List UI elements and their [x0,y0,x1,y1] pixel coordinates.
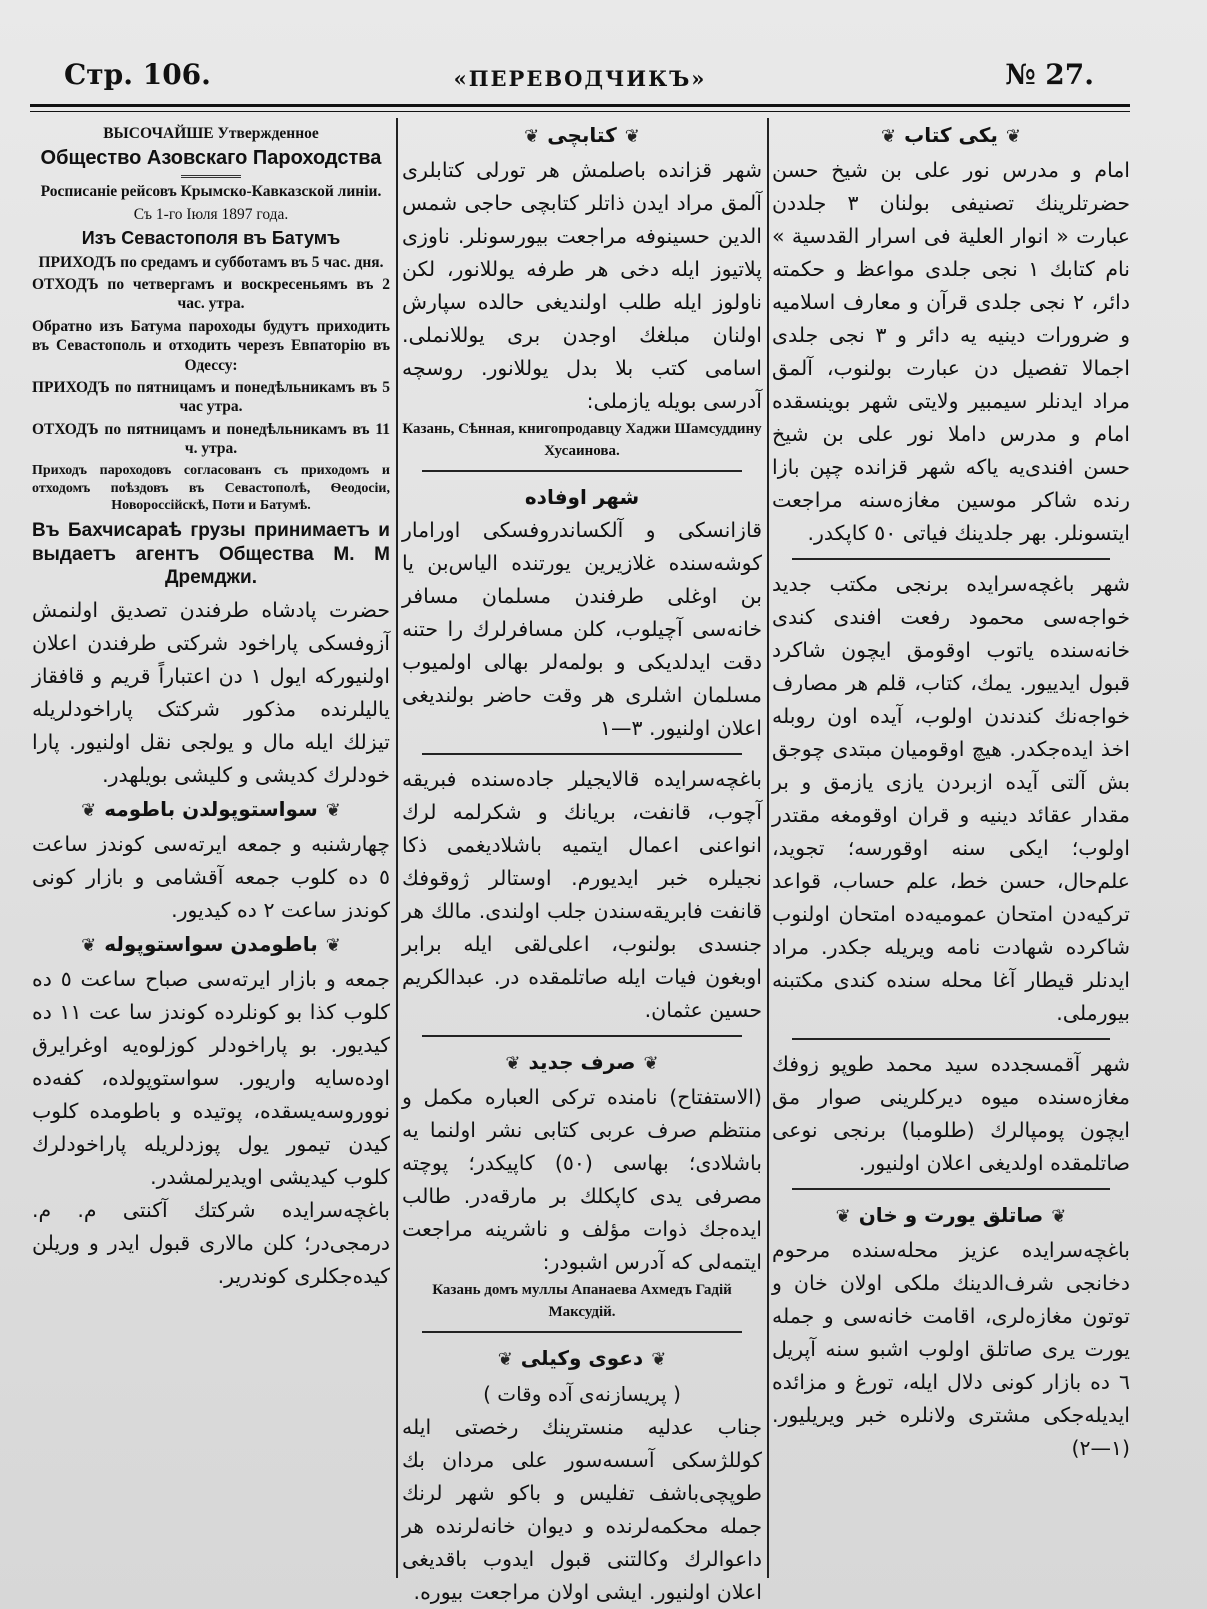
ornament-icon: ❦ [651,1349,667,1370]
agent-text: باغچه‌سرایده شرکتك آکنتی م. م. درمجی‌در؛ کلن مالاری قبول ایدر و وریلن کیده‌جکلری کوندریر. [32,1198,390,1289]
new-book-text: امام و مدرس نور علی بن شیخ حسن حضرتلرینك تصنیفی بولنان ۳ جلددن عبارت « انوار العلیة فی اسرار القدسیة » نام کتابك ۱ نجی جلدی مواعظ و حکمته دائر، ۲ نجی جلدی قرآن و معارف اسلامیه و ضرورات دینیه یه دائر و ۳ نجی جلدی اجمالا تفصیل دن عبارت بولنوب، آلمق مراد ایدنلر سیمبیر ولایتی شهر بوینسقده امام و مدرس داملا نور علی بن شیخ حسن افندی‌یه یاکه شهر قزانده چپن بازا رنده شاکر موسین مغازه‌سنه مراجعت ایتسونلر. بهر جلدینك فیاتی ٥٠ کاپکدر. [772,158,1130,545]
steamship-schedule-ad [32,124,390,590]
bookseller-text: شهر قزانده باصلمش هر تورلی کتابلری آلمق مراد ایدن ذاتلر کتابچی حاجی شمس الدین حسینوفه مراجعت بیورسونلر. ناوزی پلاتیوز ایله دخی هر طرفه یوللانور، لکن ناولوز ایله طلب اولندیغی حالده سپارش اولنان مبلغك اوجدن بری یوللانملی. اسامی کتب بلا بدل یوللانور. روسچه آدرسی بویله یازملی: [402,158,762,413]
grammar-text: (الاستفتاح) نامنده ترکی العباره مکمل و منتظم صرف عربی کتابی نشر اولنما یه باشلادی؛ بهاسی (٥٠) کاپیکدر؛ پوچته مصرفی یدی کاپکلك بر مارقه‌در. طالب ایده‌جك ذوات مؤلف و ناشرینه مراجعت ایتمه‌لی که آدرس اشبودر: [402,1085,762,1274]
section-divider [422,1331,742,1333]
column-right [772,118,1130,1578]
ornament-icon: ❦ [624,126,640,147]
ufa-text: قازانسکی و آلکساندروفسکی اورامار کوشه‌سنده غلازیرین یورتنده الیاس‌بن یا بن اوغلی طرفندن مسلمان مسافر خانه‌سی آچیلوب، کلن مسافرلرك را حتنه دقت ایدلدیکی و بولمه‌لر بهالی اولمیوب مسلمان اشلری هر وقت حاضر بولندیغی اعلان اولنیور. ۳—۱ [402,518,762,740]
property-sale-text: باغچه‌سرایده عزیز محله‌سنده مرحوم دخانجی شرف‌الدینك ملکی اولان خان و توتون مغازه‌لری، اقامت خانه‌سی و جمله یورت یری صاتلق اولوب اشبو سنه آپریل ٦ ده بازار کونی دلال ایله، تورغ و مزائده ایدیله‌جکی مشتری ولانلره خبر ویریلیور. (۱—۲) [772,1238,1130,1460]
grammar-address: Казань домъ муллы Апанаева Ахмедъ Гадій Максудій. [432,1282,732,1320]
newspaper-title: «ПЕРЕВОДЧИКЪ» [453,66,707,91]
page-header [30,58,1130,102]
section-heading-batumi-sevastopol: ❦باطومدن سواستوپوله❦ [32,927,390,963]
ad-return: Обратно изъ Батума пароходы будутъ приходить въ Севастополь и отходить черезъ Евпаторію въ Одессу: [32,317,390,374]
section-heading-lawyer: ❦دعوی وکیلی❦ [402,1341,762,1377]
section-divider [422,1035,742,1037]
ornament-icon: ❦ [325,935,341,957]
column-divider-1 [396,118,398,1578]
ornament-icon: ❦ [524,126,540,147]
ornament-icon: ❦ [1051,1206,1067,1227]
ad-departure: ОТХОДЪ по четвергамъ и воскресеньямъ въ 2 час. утра. [32,276,390,313]
ad-return-arrival: ПРИХОДЪ по пятницамъ и понедѣльникамъ въ 5 час утра. [32,378,390,416]
page-number: Стр. 106. [64,58,211,91]
ornament-icon: ❦ [81,800,97,822]
section-divider [422,470,742,472]
section-divider [792,1188,1110,1190]
section-heading-sevastopol-batumi: ❦سواستوپولدن باطومه❦ [32,792,390,828]
pump-text: شهر آقمسجدده سید محمد طوپو زوفك مغازه‌سنده میوه دیرکلرینی صوار مق ایچون پومپالرك (طلومبا) برنجی نوعی صاتلمقده اولدیغی اعلان اولنیور. [772,1052,1130,1175]
ornament-icon: ❦ [81,935,97,957]
ad-schedule-title: Росписаніе рейсовъ Крымско-Кавказской линіи. [40,183,382,201]
ad-date: Съ 1-го Іюля 1897 года. [133,205,289,223]
ad-route: Изъ Севастополя въ Батумъ [81,228,341,249]
ad-company-name: Общество Азовскаго Пароходства [40,147,382,170]
schedule-text-2: جمعه و بازار ایرته‌سی صباح ساعت ٥ ده کلوب کذا بو کونلرده کوندز سا عت ۱۱ ده کیدیور. بو پاراخودلر کوزلوه‌یه اوغرایرق اوده‌سایه واریور. سواستوپولده، کفه‌ده نووروسه‌یسقده، پوتیده و باطومده کلوب کیدن تیمور یول پوزدلریله پاراخودلرك کلوب کیدیشی اویدیرلمشدر. [32,967,390,1190]
ornament-icon: ❦ [1005,126,1021,147]
ad-intro-arabic: حضرت پادشاه طرفندن تصدیق اولنمش آزوفسکی پاراخود شرکتی طرفندن اعلان اولنیورکه ایول ۱ دن اعتباراً قریم و قافقاز یالیلرنده مذکور شرکتک پاراخودلریله تیزلك ایله مال و یولجی نقل اولنیور. پارا خودلرك کدیشی و کلیشی بویلهدر. [32,598,390,788]
bookseller-address: Казань, Сѣнная, книгопродавцу Хаджи Шамсуддину Хусаинова. [402,421,762,459]
header-rule-thin [30,111,1130,112]
ad-agent: Въ Бахчисараѣ грузы принимаетъ и выдаетъ агентъ Общества М. М Дремджи. [32,519,390,589]
section-divider [422,753,742,755]
ornament-icon: ❦ [835,1206,851,1227]
section-heading-grammar: ❦صرف جدید❦ [402,1045,762,1081]
lawyer-subheading: ( پریسازنه‌ی آده وقات ) [483,1382,681,1406]
column-divider-2 [767,118,769,1578]
lawyer-text: جناب عدلیه منسترینك رخصتی ایله کوللژسکی آسسه‌سور علی مردان بك طوپچی‌باشف تفلیس و باکو شهر لرنك جمله محکمه‌لرنده و دیوان خانه‌لرنده هر داعوالرك وکالتنی قبول ایدوب باقدیغی اعلان اولنیور. ایشی اولان مراجعت بیوره. [402,1415,762,1604]
ad-trains-note: Приходъ пароходовъ согласованъ съ приходомъ и отходомъ поѣздовъ въ Севастополѣ, Ѳеодосіи, Новороссійскѣ, Поти и Батумѣ. [32,463,390,514]
ornament-icon: ❦ [325,800,341,822]
candy-factory-text: باغچه‌سرایده قالایجیلر جاده‌سنده فبریقه آچوب، قانفت، بریانك و شکرلمه لرك انواعنی اعمال ایتمیه باشلادیغمی ذکا نجیلره خبر ایدیورم. اوستالر ژوقوفك قانفت فابریقه‌سندن جلب اولندی. مالك هر جنسدی بولنوب، اعلی‌لقی ایله برابر اوبغون فیات ایله صاتلمقده در. عبدالکریم حسین عثمان. [402,767,762,1022]
issue-number: № 27. [1005,58,1094,91]
section-heading-new-book: ❦یکی کتاب❦ [772,118,1130,154]
ad-divider [181,175,241,178]
school-text: شهر باغچه‌سرایده برنجی مکتب جدید خواجه‌سی محمود رفعت افندی کندی خانه‌سنده یاتوب اوقومق ایچون شاکرد قبول ایدییور. یمك، کتاب، قلم هر مصارف خواجه‌نك کندندن اولوب، آیده اون روبله اخذ ایده‌جکدر. هیچ اوقومیان مبتدی چوجق بش آلتی آیده ازبردن یازی یازمق و بر مقدار عقائد دینیه و قران اوقومغه مقتدر اولوب؛ ایکی سنه اوقورسه؛ تجوید، علم‌حال، حسن خط، علم حساب، قواعد ترکیه‌دن امتحان عمومیه‌ده امتحان اولنوب شاکرده شهادت نامه ویریله جکدر. مراد ایدنلر قیطار آغا محله سنده کندی مکتبنه بیورملی. [772,572,1130,1025]
ornament-icon: ❦ [643,1053,659,1074]
column-middle [402,118,762,1604]
section-divider [792,1038,1110,1040]
ad-arrival: ПРИХОДЪ по средамъ и субботамъ въ 5 час. дня. [38,253,384,271]
ad-approved-line: ВЫСОЧАЙШЕ Утвержденное [103,125,319,142]
schedule-text-1: چهارشنبه و جمعه ایرته‌سی کوندز ساعت ٥ ده کلوب جمعه آقشامی و بازار کونی کوندز ساعت ۲ ده کیدیور. [32,832,390,923]
ad-return-departure: ОТХОДЪ по пятницамъ и понедѣльникамъ въ 11 ч. утра. [32,420,390,457]
header-rule [30,104,1130,107]
column-left [32,118,390,1578]
ornament-icon: ❦ [505,1053,521,1074]
section-heading-ufa: شهر اوفاده [524,485,640,509]
section-divider [792,558,1110,560]
ornament-icon: ❦ [881,126,897,147]
section-heading-bookseller: ❦کتابچی❦ [402,118,762,154]
ornament-icon: ❦ [497,1349,513,1370]
section-heading-property-sale: ❦صاتلق یورت و خان❦ [772,1198,1130,1234]
